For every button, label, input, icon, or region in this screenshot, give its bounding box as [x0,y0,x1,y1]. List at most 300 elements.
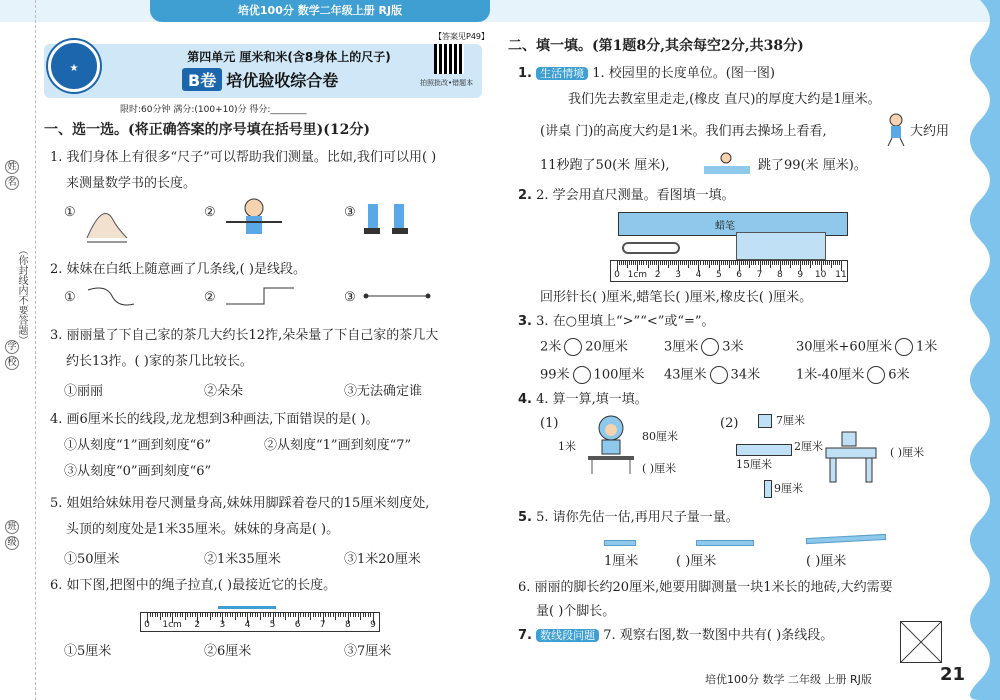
unit-title: 第四单元 厘米和米(含8身体上的尺子) [187,50,391,64]
s2-q7: 7. 数线段问题 7. 观察右图,数一数图中共有( )条线段。 [518,628,834,643]
ruler-tick [804,261,805,265]
ruler-label: 8 [345,620,351,630]
s2-q1-line1: 我们先去教室里走走,(橡皮 直尺)的厚度大约是1厘米。 [568,92,881,107]
ruler-tick [235,613,236,620]
ruler-tick [729,261,730,268]
compare-item: 3厘米 3米 [664,339,744,355]
ruler-tick [207,613,208,617]
ruler-tick [817,261,818,265]
s1-q1-line2: 来测量数学书的长度。 [66,176,197,191]
ruler-tick [313,613,314,617]
ruler-tick [790,261,791,268]
ruler-tick [330,613,331,617]
leg-illustration [764,480,772,498]
s2-q6-line2: 量( )个脚长。 [536,604,616,619]
ruler-tick [762,261,763,265]
ruler-tick [798,261,799,265]
ruler-tick [370,613,371,617]
ruler-tick [328,613,329,617]
ruler-tick [770,261,771,268]
ruler-tick [320,613,321,617]
top-banner-text: 培优100分 数学二年级上册 RJ版 [150,0,490,22]
ruler-tick [217,613,218,617]
cube-illustration [758,414,772,428]
s2-q3-text: 3. 在○里填上“>”“<”或“=”。 [536,314,715,329]
ruler-tick [245,613,246,617]
ruler-tick [694,261,695,265]
ruler-tick [639,261,640,265]
segment-1cm [604,540,636,546]
ruler-tick [735,261,736,265]
ruler-tick [257,613,258,617]
ruler-tick [656,261,657,265]
ruler-tick [682,261,683,265]
ruler-label: 6 [736,270,743,280]
s2-q5: 5. 5. 请你先估一估,再用尺子量一量。 [518,510,739,525]
ruler-tick [833,261,834,265]
ruler-tick [621,261,622,265]
ruler-tick [187,613,188,617]
ruler-label: 6 [294,620,301,630]
answer-ref: 【答案见P49】 [434,32,490,41]
ruler-tick [839,261,840,265]
stacked-table-illustration [822,428,884,484]
ruler-tick [170,613,171,617]
qr-code [434,44,464,74]
eraser-illustration [736,232,826,260]
ruler-label: 3 [219,620,226,630]
ruler-tick [802,261,803,265]
ruler-tick [660,261,661,265]
ruler-tick [363,613,364,617]
ruler-tick [353,613,354,617]
ruler-label: 0 [614,270,620,280]
binding-label: 班 [5,520,19,534]
s1-q3-opt: ②朵朵 [204,384,244,399]
ruler-tick [623,261,624,265]
ruler-tick [684,261,685,265]
s2-q6-line1: 6. 丽丽的脚长约20厘米,她要用脚测量一块1米长的地砖,大约需要 [518,580,893,595]
binding-label: 姓 [5,160,19,174]
ruler-tick [185,613,186,620]
s2-q3: 3. 3. 在○里填上“>”“<”或“=”。 [518,314,715,329]
ruler-label: 0 [144,620,150,630]
ruler-tick [749,261,750,268]
ruler-label: 1cm [627,270,648,280]
paper-title [182,68,338,91]
ruler-tick [831,261,832,268]
ruler-tick [646,261,647,265]
ruler-tick [240,613,241,617]
ruler-tick [631,261,632,265]
ruler-tick [242,613,243,617]
ruler-tick [688,261,689,268]
s2-q4-part2: (2) [720,416,739,431]
page-number: 21 [940,664,966,685]
segment-medium-answer: ( )厘米 [676,554,717,569]
ruler-label: 9 [797,270,804,280]
rope-illustration [218,606,276,609]
ruler-tick [662,261,663,265]
ruler-tick [786,261,787,265]
binding-note: （你封线内不要答题） [16,245,27,345]
ruler-label: 1cm [162,620,182,630]
s1-q2-opt: ② [204,290,216,305]
s1-q5-opt: ②1米35厘米 [204,552,281,567]
ruler-tick [152,613,153,617]
ruler-tick [350,613,351,617]
ruler-tick [741,261,742,265]
compare-item: 99米 100厘米 [540,367,645,383]
ruler-tick [175,613,176,617]
ruler-tick [810,261,811,268]
ruler-tick [315,613,316,617]
s2-q4-text: 4. 算一算,填一填。 [536,392,648,407]
qr-caption: 拍照批改•错题本 [420,79,474,87]
ruler-tick [794,261,795,265]
s1-q3-opt: ③无法确定谁 [344,384,423,399]
ruler-tick [680,261,681,265]
top-banner [0,0,1000,22]
ruler-tick [280,613,281,617]
step-illustration [360,200,414,244]
ruler-label: 2 [194,620,201,630]
s2-q5-text: 5. 请你先估一估,再用尺子量一量。 [536,510,739,525]
ruler-label: 5 [715,270,722,280]
ruler-label: 8 [777,270,783,280]
s2-q1-line4: 跳了99(米 厘米)。 [758,158,867,173]
ruler-tick [808,261,809,265]
ruler-tick [177,613,178,617]
s2-q4-part1: (1) [540,416,559,431]
ruler-tick [652,261,653,265]
compare-item: 1米-40厘米 6米 [796,367,910,383]
s1-q1-opt: ② [204,205,216,220]
ruler-tick [654,261,655,265]
s1-q3-opt: ①丽丽 [64,384,104,399]
s2-q2: 2. 2. 学会用直尺测量。看图填一填。 [518,188,735,203]
ruler-tick [195,613,196,617]
ruler-tick [668,261,669,268]
segment-long-answer: ( )厘米 [806,554,847,569]
ruler-tick [162,613,163,617]
ruler-tick [727,261,728,265]
ruler-tick [753,261,754,265]
ruler-tick [205,613,206,617]
ruler-tick [768,261,769,265]
jumper-icon [702,150,752,176]
ruler-tick [692,261,693,265]
ruler-tick [167,613,168,617]
binding-label: 级 [5,536,19,550]
ruler-tick [776,261,777,265]
s2-q1-line2-tail: 大约用 [910,124,950,139]
ruler-tick [717,261,718,265]
s2-q1-line3: 11秒跑了50(米 厘米), [540,158,670,173]
ruler-tick [358,613,359,617]
segment-long [806,534,886,544]
s1-q1-opt: ③ [344,205,356,220]
ruler-tick [355,613,356,617]
s2-q4: 4. 4. 算一算,填一填。 [518,392,648,407]
total-height-answer: ( )厘米 [890,446,925,459]
footer-text: 培优100分 数学 二年级 上册 RJ版 [705,673,872,686]
ruler-tick [308,613,309,617]
ruler-label: 4 [244,620,251,630]
step-line-option [224,284,296,308]
ruler-tick [829,261,830,265]
ruler-tick [674,261,675,265]
ruler-tick [360,613,361,620]
ruler-tick [835,261,836,265]
s1-q4: 4. 画6厘米长的线段,龙龙想到3种画法,下面错误的是( )。 [50,412,379,427]
ruler-tick [333,613,334,617]
s2-q2-answer: 回形针长( )厘米,蜡笔长( )厘米,橡皮长( )厘米。 [540,290,813,305]
compare-item: 43厘米 34米 [664,367,761,383]
ruler-label: 2 [654,270,661,280]
ruler-tick [343,613,344,617]
ruler-tick [696,261,697,265]
ruler-tick [150,613,151,617]
context-tag: 数线段问题 [536,629,599,642]
ruler-tick [165,613,166,617]
ruler-tick [670,261,671,265]
ruler-tick [160,613,161,620]
leg-label: 9厘米 [774,482,803,495]
ruler-tick [823,261,824,265]
ruler-tick [690,261,691,265]
ruler-tick [210,613,211,620]
ruler-tick [192,613,193,617]
s2-q1-text: 1. 校园里的长度单位。(图一图) [592,66,775,81]
ruler-tick [278,613,279,617]
ruler-q6 [140,612,380,632]
ruler-tick [290,613,291,617]
s1-q6-opt: ①5厘米 [64,644,112,659]
s2-q1-line2: (讲桌 门)的高度大约是1米。我们再去操场上看看, [540,124,827,139]
ruler-tick [815,261,816,265]
ruler-tick [293,613,294,617]
ruler-tick [715,261,716,265]
ruler-tick [288,613,289,617]
segment-option [362,290,432,302]
s1-q4-opt: ③从刻度“0”画到刻度“6” [64,464,212,479]
ruler-tick [713,261,714,265]
ruler-tick [182,613,183,617]
ruler-label: 9 [370,620,376,630]
binding-label: 名 [5,176,19,190]
ruler-tick [721,261,722,265]
ruler-tick [766,261,767,265]
s2-q7-text: 7. 观察右图,数一数图中共有( )条线段。 [603,628,834,643]
s1-q5-opt: ①50厘米 [64,552,120,567]
ruler-tick [263,613,264,617]
s1-q6: 6. 如下图,把图中的绳子拉直,( )最接近它的长度。 [50,578,337,593]
height-label: 1米 [558,440,576,453]
s1-q4-opt: ①从刻度“1”画到刻度“6” [64,438,212,453]
ruler-tick [819,261,820,265]
ruler-tick [672,261,673,265]
ruler-tick [772,261,773,265]
ruler-label: 7 [319,620,326,630]
ruler-tick [255,613,256,617]
ruler-tick [340,613,341,617]
ruler-tick [265,613,266,617]
ruler-tick [711,261,712,265]
ruler-tick [747,261,748,265]
s1-q1-line1: 1. 我们身体上有很多“尺子”可以帮助我们测量。比如,我们可以用( ) [50,150,437,165]
ruler-tick [619,261,620,265]
ruler-tick [365,613,366,617]
ruler-tick [295,613,296,617]
ruler-tick [230,613,231,617]
ruler-tick [310,613,311,620]
s1-q5-line2: 头顶的刻度处是1米35厘米。妹妹的身高是( )。 [66,522,340,537]
ruler-tick [305,613,306,617]
ruler-tick [758,261,759,265]
ruler-tick [625,261,626,265]
ruler-tick [232,613,233,617]
ruler-tick [745,261,746,265]
ruler-tick [827,261,828,265]
ruler-tick [633,261,634,265]
ruler-label: 11 [835,270,847,280]
ruler-tick [664,261,665,265]
ruler-tick [325,613,326,617]
crayon-label: 蜡笔 [715,221,735,232]
ruler-tick [220,613,221,617]
ruler-tick [641,261,642,265]
ruler-tick [635,261,636,265]
ruler-label: 4 [695,270,702,280]
s1-q2: 2. 妹妹在白纸上随意画了几条线,( )是线段。 [50,262,306,277]
ruler-tick [303,613,304,617]
paper-tag: B卷 [182,68,222,91]
ruler-tick [260,613,261,620]
ruler-tick [270,613,271,617]
s1-q6-opt: ②6厘米 [204,644,252,659]
s1-q3-line1: 3. 丽丽量了下自己家的茶几大约长12拃,朵朵量了下自己家的茶几大 [50,328,439,343]
ruler-tick [180,613,181,617]
ruler-tick [725,261,726,265]
paperclip-illustration [622,242,680,254]
ruler-label: 7 [756,270,763,280]
ruler-tick [705,261,706,265]
ruler-tick [335,613,336,620]
ruler-tick [707,261,708,265]
right-border-wave [950,0,1000,700]
board-thick-label: 2厘米 [794,440,823,453]
ruler-tick [190,613,191,617]
ruler-tick [250,613,251,617]
ruler-tick [812,261,813,265]
s1-q2-opt: ① [64,290,76,305]
ruler-tick [666,261,667,265]
ruler-tick [731,261,732,265]
compare-item: 2米 20厘米 [540,339,628,355]
ruler-tick [157,613,158,617]
exam-meta: 限时:60分钟 满分:(100+10)分 得分:________ [120,105,307,115]
ruler-tick [686,261,687,265]
ruler-tick [268,613,269,617]
ruler-tick [627,261,628,268]
table-height-answer: ( )厘米 [642,462,677,475]
ruler-tick [703,261,704,265]
s1-q6-opt: ③7厘米 [344,644,392,659]
ruler-tick [155,613,156,617]
ruler-tick [751,261,752,265]
ruler-tick [227,613,228,617]
ruler-q2 [610,260,848,282]
monkey-height-label: 80厘米 [642,430,678,443]
ruler-tick [318,613,319,617]
ruler-tick [796,261,797,265]
monkey-on-table-illustration [586,410,636,476]
ruler-label: 3 [675,270,681,280]
s2-q1: 1. 生活情境 1. 校园里的长度单位。(图一图) [518,66,775,81]
ruler-tick [784,261,785,265]
crossed-square-figure [900,621,942,663]
ruler-tick [648,261,649,268]
ruler-tick [285,613,286,620]
ruler-tick [700,261,701,265]
ruler-tick [300,613,301,617]
ruler-tick [778,261,779,265]
s1-q2-opt: ③ [344,290,356,305]
curve-line-option [86,284,136,308]
ruler-tick [215,613,216,617]
ruler-tick [825,261,826,265]
ruler-tick [212,613,213,617]
ruler-tick [283,613,284,617]
ruler-tick [764,261,765,265]
ruler-tick [338,613,339,617]
s1-q4-opt: ②从刻度“1”画到刻度“7” [264,438,412,453]
ruler-tick [275,613,276,617]
s1-q1-opt: ① [64,205,76,220]
ruler-tick [345,613,346,617]
s1-q5-line1: 5. 姐姐给妹妹用卷尺测量身高,妹妹用脚踩着卷尺的15厘米刻度处, [50,496,430,511]
ruler-tick [650,261,651,265]
ruler-tick [806,261,807,265]
ruler-tick [774,261,775,265]
binding-label: 校 [5,356,19,370]
ruler-tick [225,613,226,617]
ruler-tick [788,261,789,265]
ruler-label: 10 [814,270,827,280]
ruler-tick [737,261,738,265]
ruler-tick [792,261,793,265]
segment-medium [696,540,754,546]
compare-item: 30厘米+60厘米 1米 [796,339,938,355]
ruler-tick [743,261,744,265]
ruler-tick [202,613,203,617]
hand-span-illustration [82,198,132,244]
ruler-tick [755,261,756,265]
s1-q3-line2: 约长13拃。( )家的茶几比较长。 [66,354,253,369]
binding-label: 学 [5,340,19,354]
ruler-tick [368,613,369,617]
ruler-label: 5 [269,620,276,630]
ruler-tick [782,261,783,265]
cube-label: 7厘米 [776,414,805,427]
publisher-logo: ★ [48,40,100,92]
runner-icon [884,112,910,148]
ruler-tick [837,261,838,265]
ruler-tick [733,261,734,265]
ruler-tick [237,613,238,617]
paper-title-text: 培优验收综合卷 [226,71,339,90]
